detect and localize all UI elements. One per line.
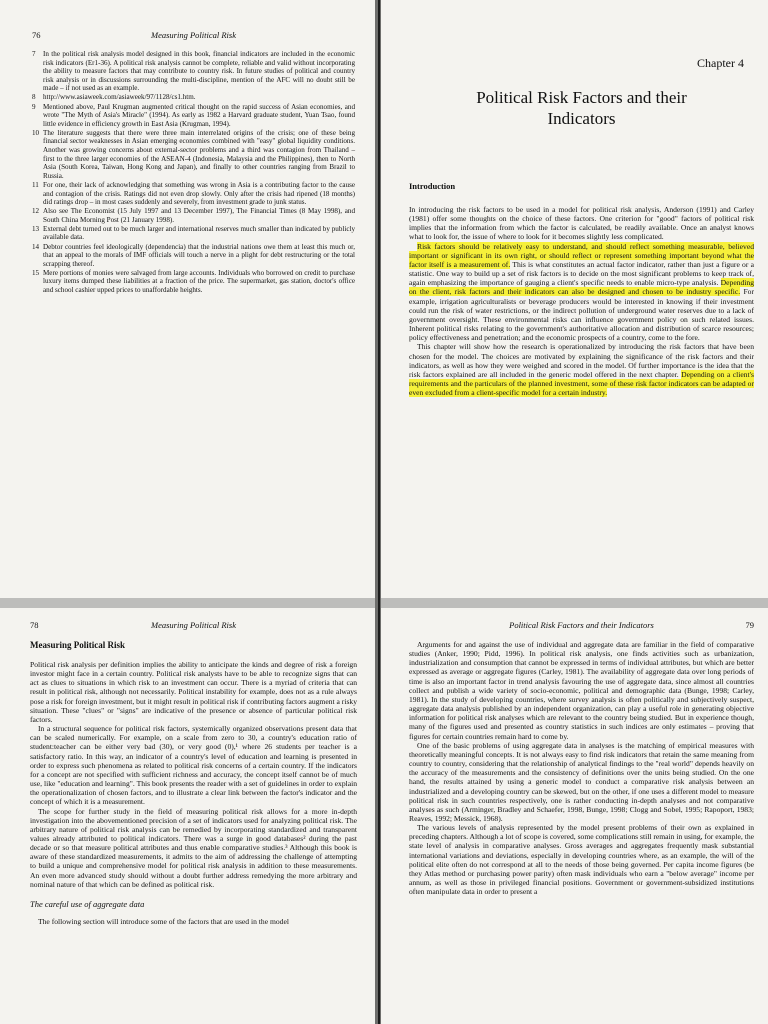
paragraph: In introducing the risk factors to be used in a model for political risk analysis, Anderson (1991) and Carley (1981) offer some thoughts on the choice of these factors. One criterion for "good" factors of political risk implies that the information from which the factor is calculated, be readily available. Once an analyst knows what to look for, the issue of where to look for it becomes slightly less complicated. [409,205,754,242]
page-number: 79 [745,620,754,630]
running-title: Measuring Political Risk [151,30,236,40]
endnote-number: 15 [32,268,40,277]
paragraph: Political risk analysis per definition implies the ability to anticipate the kinds and degree of risk a foreign investor might face in a certain country. Political risk analysts have to be able to recognize signs that can act as clues to situations in which risk to an investment can occur. There is a myriad of criteria that can result in political risk, although not necessarily. Political instability for example, does not as a rule always pose a risk for foreign investment, but it might result in political risk if contributing factors augment a risky situation. These "clues" or "signs" are indicative of the presence or absence of particular political risk factors. [30,660,357,724]
endnote-number: 13 [32,224,40,233]
paragraph [409,242,754,343]
endnote [32,181,355,207]
endnote [32,269,355,295]
text-run: This is what constitutes an actual factor indicator, rather than just a figure or a statistic. One way to build up a set of risk factors is to decide on the most significant problems to keep track of, again emphasizing the importance of gauging a client's specific needs to enable micro-type analysis. [409,259,754,288]
chapter-label: Chapter 4 [697,56,744,70]
endnote [32,207,355,224]
page-77 [381,0,768,598]
endnote [32,50,355,93]
page-number: 78 [30,620,39,630]
cut-off-line [30,917,357,926]
endnote-text: http://www.asiaweek.com/asiaweek/97/1128/cs1.htm. [43,93,196,102]
paragraph: Arguments for and against the use of individual and aggregate data are familiar in the field of comparative studies (Anker, 1990; Pidd, 1996). In political risk analysis, one finds activities such as urbanization, industrialization and consumption that cannot be expressed in terms of individual attributes, but which are better expressed as average or aggregate figures (Carley, 1981). The availability of aggregate data over long periods of time is also an important factor in trend analysis favouring the use of aggregate data, since almost all countries collect and publish a wide variety of socio-economic, political and demographic data (Bunge, 1998; Carley, 1981). In the study of developing countries, where survey analysis is often politically and subjectively suspect, aggregate data analysis published by an independent organization, can play a useful role in generating objective information for political risk analyses which are relevant to the country being studied. But in experience though, many of the figures used and presented as country statistics in such indices are only estimates – proving that figures for certain countries remain hard to come by. [409,640,754,741]
text-run: This chapter will show how the research is operationalized by introducing the risk factors that have been chosen for the model. The choices are motivated by explaining the significance of the risk factors and their indicators, as well as how they were weighed and scored in the model. Of further importance is the idea that the risk factors explained are all included in the generic model offered in the next chapter. [409,342,754,379]
running-head [30,620,357,632]
paragraph: The following section will introduce some of the factors that are used in the model [38,916,289,926]
chapter-title [409,87,754,129]
section-heading: Measuring Political Risk [30,640,125,650]
highlighted-text: Depending on a client's requirements and the particulars of the planned investment, some of these risk factor indicators can be adapted or even excluded from a client-specific model for a certain industry. [409,369,754,398]
endnote [32,103,355,129]
body-text [409,640,754,896]
endnote [32,129,355,181]
paragraph: One of the basic problems of using aggregate data in analyses is the matching of empirical measures with theoretically meaningful concepts. It is not always easy to find risk indicators that retain the same meaning from country to country, considering that the relationship of analytical findings to the "real world" depends heavily on the accuracy of the measurements and the consistency of definitions over the units being studied. On the one hand, the results attained by using a generic model to conduct a comparative risk analysis between an industrialized and a developing country can be skewed, but on the other, if one uses a different model to measure political risk in such countries respectively, one is rather conducting in-depth analyses and not comparative analyses as such (Arminger, Bradley and Schaefer, 1998, Bunge, 1998; Clogg and Sobel, 1995; Rapoport, 1983; Reaves, 1992; Messick, 1968). [409,740,754,823]
highlighted-text: Risk factors should be relatively easy to understand, and should reflect something measurable, believed important or significant in its own right, or should reflect or represent something important beyond what the factor itself is a measurement of. [409,241,754,269]
highlighted-text: Depending on the client, risk factors and their indicators can also be designed and chosen to be industry specific. [409,278,754,297]
book-spine [378,0,380,1024]
endnote-text: Mentioned above, Paul Krugman augmented critical thought on the rapid success of Asian economies, and wrote "The Myth of Asia's Miracle" (1994). As early as 1982 a Harvard graduate student, Yuan Tsao, found little evidence in efficiency growth in East Asia (Krugman, 1994). [43,102,355,128]
paragraph: The scope for further study in the field of measuring political risk allows for a more in-depth investigation into the abovementioned precision of a set of indicators used for analyzing political risk. The arbitrary nature of political risk analysis can be remedied by incorporating standardized and transparent values already attributed to political indicators. There was a surge in good databases² during the past decade or so that measure political attributes and thus enable comparative studies.³ Although this book is aware of these standardized measurements, it admits to the aim of addressing the challenge of attempting to build a unique and comprehensive model for political risk analysis in addition to these measurements. An even more advanced study should without a doubt further address remedying the more arbitrary and nominal nature of that which can be defined as political risk. [30,806,357,889]
endnote-text: Also see The Economist (15 July 1997 and 13 December 1997), The Financial Times (8 May 1998), and South China Morning Post (21 January 1998). [43,207,355,224]
paragraph: In a structural sequence for political risk factors, systemically organized observations present data that can be scaled numerically. For example, on a scale from zero to 30, a country's education ratio of student:teacher can be either very bad (30), or very good (0),¹ where 26 students per teacher is a satisfactory ratio. In this way, an indicator of a country's level of education and learning is presented in order to express such phenomena as related to political risk concerns of a certain country. If the indicators for a concept are not specified with sufficient richness and accuracy, the concept itself cannot be of much use, like "education and learning". This book presents the reader with a set of guidelines in order to explain the operationalization of chosen factors, and to illustrate a clear link between the factor's indicator and the concept of which it is a measurement. [30,724,357,807]
page-78 [0,608,375,1024]
endnote-text: The literature suggests that there were three main interrelated origins of the crisis; one of these being financial sector weaknesses in Asian emerging economies combined with "easy" global liquidity conditions. Another was growing concerns about external-sector problems and a third was contagion from Thailand – first to the three larger economies of the ASEAN-4 (Indonesia, Malaysia and the Philippines), then to North Asia (South Korea, Taiwan, Hong Kong and Japan), and finally to other countries ranging from Brazil to Russia. [43,128,355,180]
body-text [30,660,357,889]
endnote-number: 9 [32,102,36,111]
section-heading: Introduction [409,181,456,191]
page-gap [0,598,768,608]
body-text [409,205,754,397]
running-title: Political Risk Factors and their Indicators [509,620,654,630]
running-head [409,620,754,632]
endnote-text: In the political risk analysis model designed in this book, financial indicators are included in the economic risk indicators (Er1-36). A political risk analysis cannot be complete, reliable and valid without incorporating the ability to measure factors that may contribute to country risk. In future studies of political and country risk analysis or in discussions surrounding the multi-discipline, mention of the AFC will no doubt still be made – if not used as an example. [43,50,355,93]
endnote-number: 8 [32,93,36,102]
endnote [32,93,355,102]
page-79 [381,608,768,1024]
endnote-number: 14 [32,242,40,251]
paragraph [409,342,754,397]
endnote-text: Mere portions of monies were salvaged from large accounts. Individuals who borrowed on credit to purchase luxury items dumped these liabilities at a fraction of the price. The supermarket, gas station, doctor's office and school cashier upped prices to unaffordable heights. [43,268,355,295]
chapter-title-line: Political Risk Factors and their [476,88,687,107]
running-head [32,30,355,42]
text-run: For example, irrigation agriculturalists or beverage producers would be interested in knowing if their investment could run the risk of water restrictions, or the indirect pollution of underground water reserves due to a lack of government oversight. These environmental risks can influence government policy on such related issues. Inherent political risks relating to the government's authoritative allocation and distribution of scarce resources; policy effectiveness and penetration; and the economic prospects of a country, come to the fore. [409,287,754,343]
paragraph: The various levels of analysis represented by the model present problems of their own as explained in preceding chapters. Although a lot of scope is covered, some complications still remain in using, for example, the state level of analysis in comparative analyses. Gross averages and aggregates frequently mask substantial international variations and deviations, especially in developing countries where, as an example, the will of the political elite often do not correspond at all to the needs of those being governed. Per capita income figures (be they Atlas method or purchasing power parity) often mask individuals who earn a "below average" income per annum, as well as those in privileged financial positions. Government or government-subsidized institutions often manipulate data in order to present a [409,823,754,897]
running-title: Measuring Political Risk [151,620,236,630]
page-number: 76 [32,30,41,40]
endnote [32,225,355,242]
subheading: The careful use of aggregate data [30,898,145,909]
endnote-text: External debt turned out to be much larger and international reserves much smaller than indicated by publicly available data. [43,224,355,242]
endnote-text: Debtor countries feel ideologically (dependencia) that the industrial nations owe them at least this much or, that an appeal to the morals of IMF officials will touch a nerve in a plight for debt restructuring or the total scrapping thereof. [43,242,355,268]
endnote-number: 11 [32,180,39,189]
endnote-number: 10 [32,128,40,137]
endnote [32,243,355,269]
endnotes [32,50,355,295]
endnote-number: 12 [32,207,40,216]
endnote-text: For one, their lack of acknowledging that something was wrong in Asia is a contributing factor to the cause and contagion of the crisis. Ratings did not even drop slowly. Only after the crisis had ripened (18 months) did ratings drop – in most cases suddenly and severely, from investment grade to junk status. [43,180,355,207]
chapter-title-line: Indicators [547,109,616,128]
page-76 [0,0,375,598]
endnote-number: 7 [32,50,36,58]
